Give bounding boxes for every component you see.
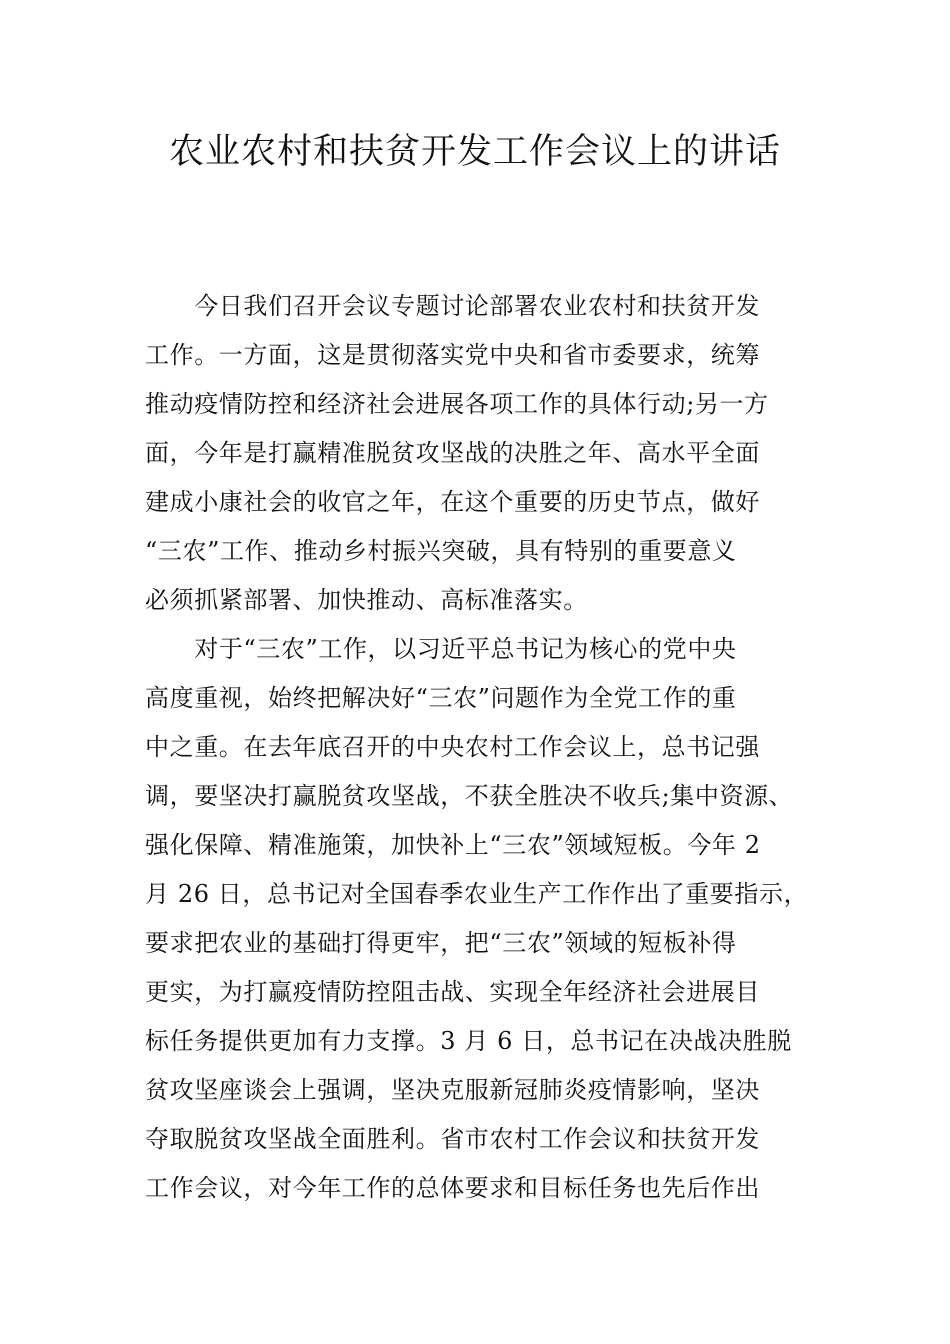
text-line: 月 26 日，总书记对全国春季农业生产工作作出了重要指示， [145, 880, 809, 908]
text-line: 面，今年是打赢精准脱贫攻坚战的决胜之年、高水平全面 [145, 439, 760, 467]
text-line: 夺取脱贫攻坚战全面胜利。省市农村工作会议和扶贫开发 [145, 1125, 760, 1153]
text-line: 必须抓紧部署、加快推动、高标准落实。 [145, 586, 588, 614]
text-line: “三农”工作、推动乡村振兴突破，具有特别的重要意义 [145, 537, 737, 565]
paragraph-2 [145, 625, 815, 1213]
text-line: 高度重视，始终把解决好“三农”问题作为全党工作的重 [145, 684, 737, 712]
text-line: 对于“三农”工作，以习近平总书记为核心的党中央 [145, 635, 737, 663]
text-line: 工作会议，对今年工作的总体要求和目标任务也先后作出 [145, 1174, 760, 1202]
text-line: 今日我们召开会议专题讨论部署农业农村和扶贫开发 [145, 292, 760, 320]
text-line: 更实，为打赢疫情防控阻击战、实现全年经济社会进展目 [145, 978, 760, 1006]
document-body [145, 282, 815, 1213]
text-line: 工作。一方面，这是贯彻落实党中央和省市委要求，统筹 [145, 341, 760, 369]
text-line: 建成小康社会的收官之年，在这个重要的历史节点，做好 [145, 488, 760, 516]
text-line: 推动疫情防控和经济社会进展各项工作的具体行动;另一方 [145, 390, 769, 418]
document-title: 农业农村和扶贫开发工作会议上的讲话 [168, 132, 781, 172]
text-line: 调，要坚决打赢脱贫攻坚战，不获全胜决不收兵;集中资源、 [145, 782, 794, 810]
text-line: 中之重。在去年底召开的中央农村工作会议上，总书记强 [145, 733, 760, 761]
paragraph-1 [145, 282, 815, 625]
text-line: 强化保障、精准施策，加快补上“三农”领域短板。今年 2 [145, 831, 761, 859]
text-line: 标任务提供更加有力支撑。3 月 6 日，总书记在决战决胜脱 [145, 1027, 792, 1055]
text-line: 贫攻坚座谈会上强调，坚决克服新冠肺炎疫情影响，坚决 [145, 1076, 760, 1104]
text-line: 要求把农业的基础打得更牢，把“三农”领域的短板补得 [145, 929, 737, 957]
